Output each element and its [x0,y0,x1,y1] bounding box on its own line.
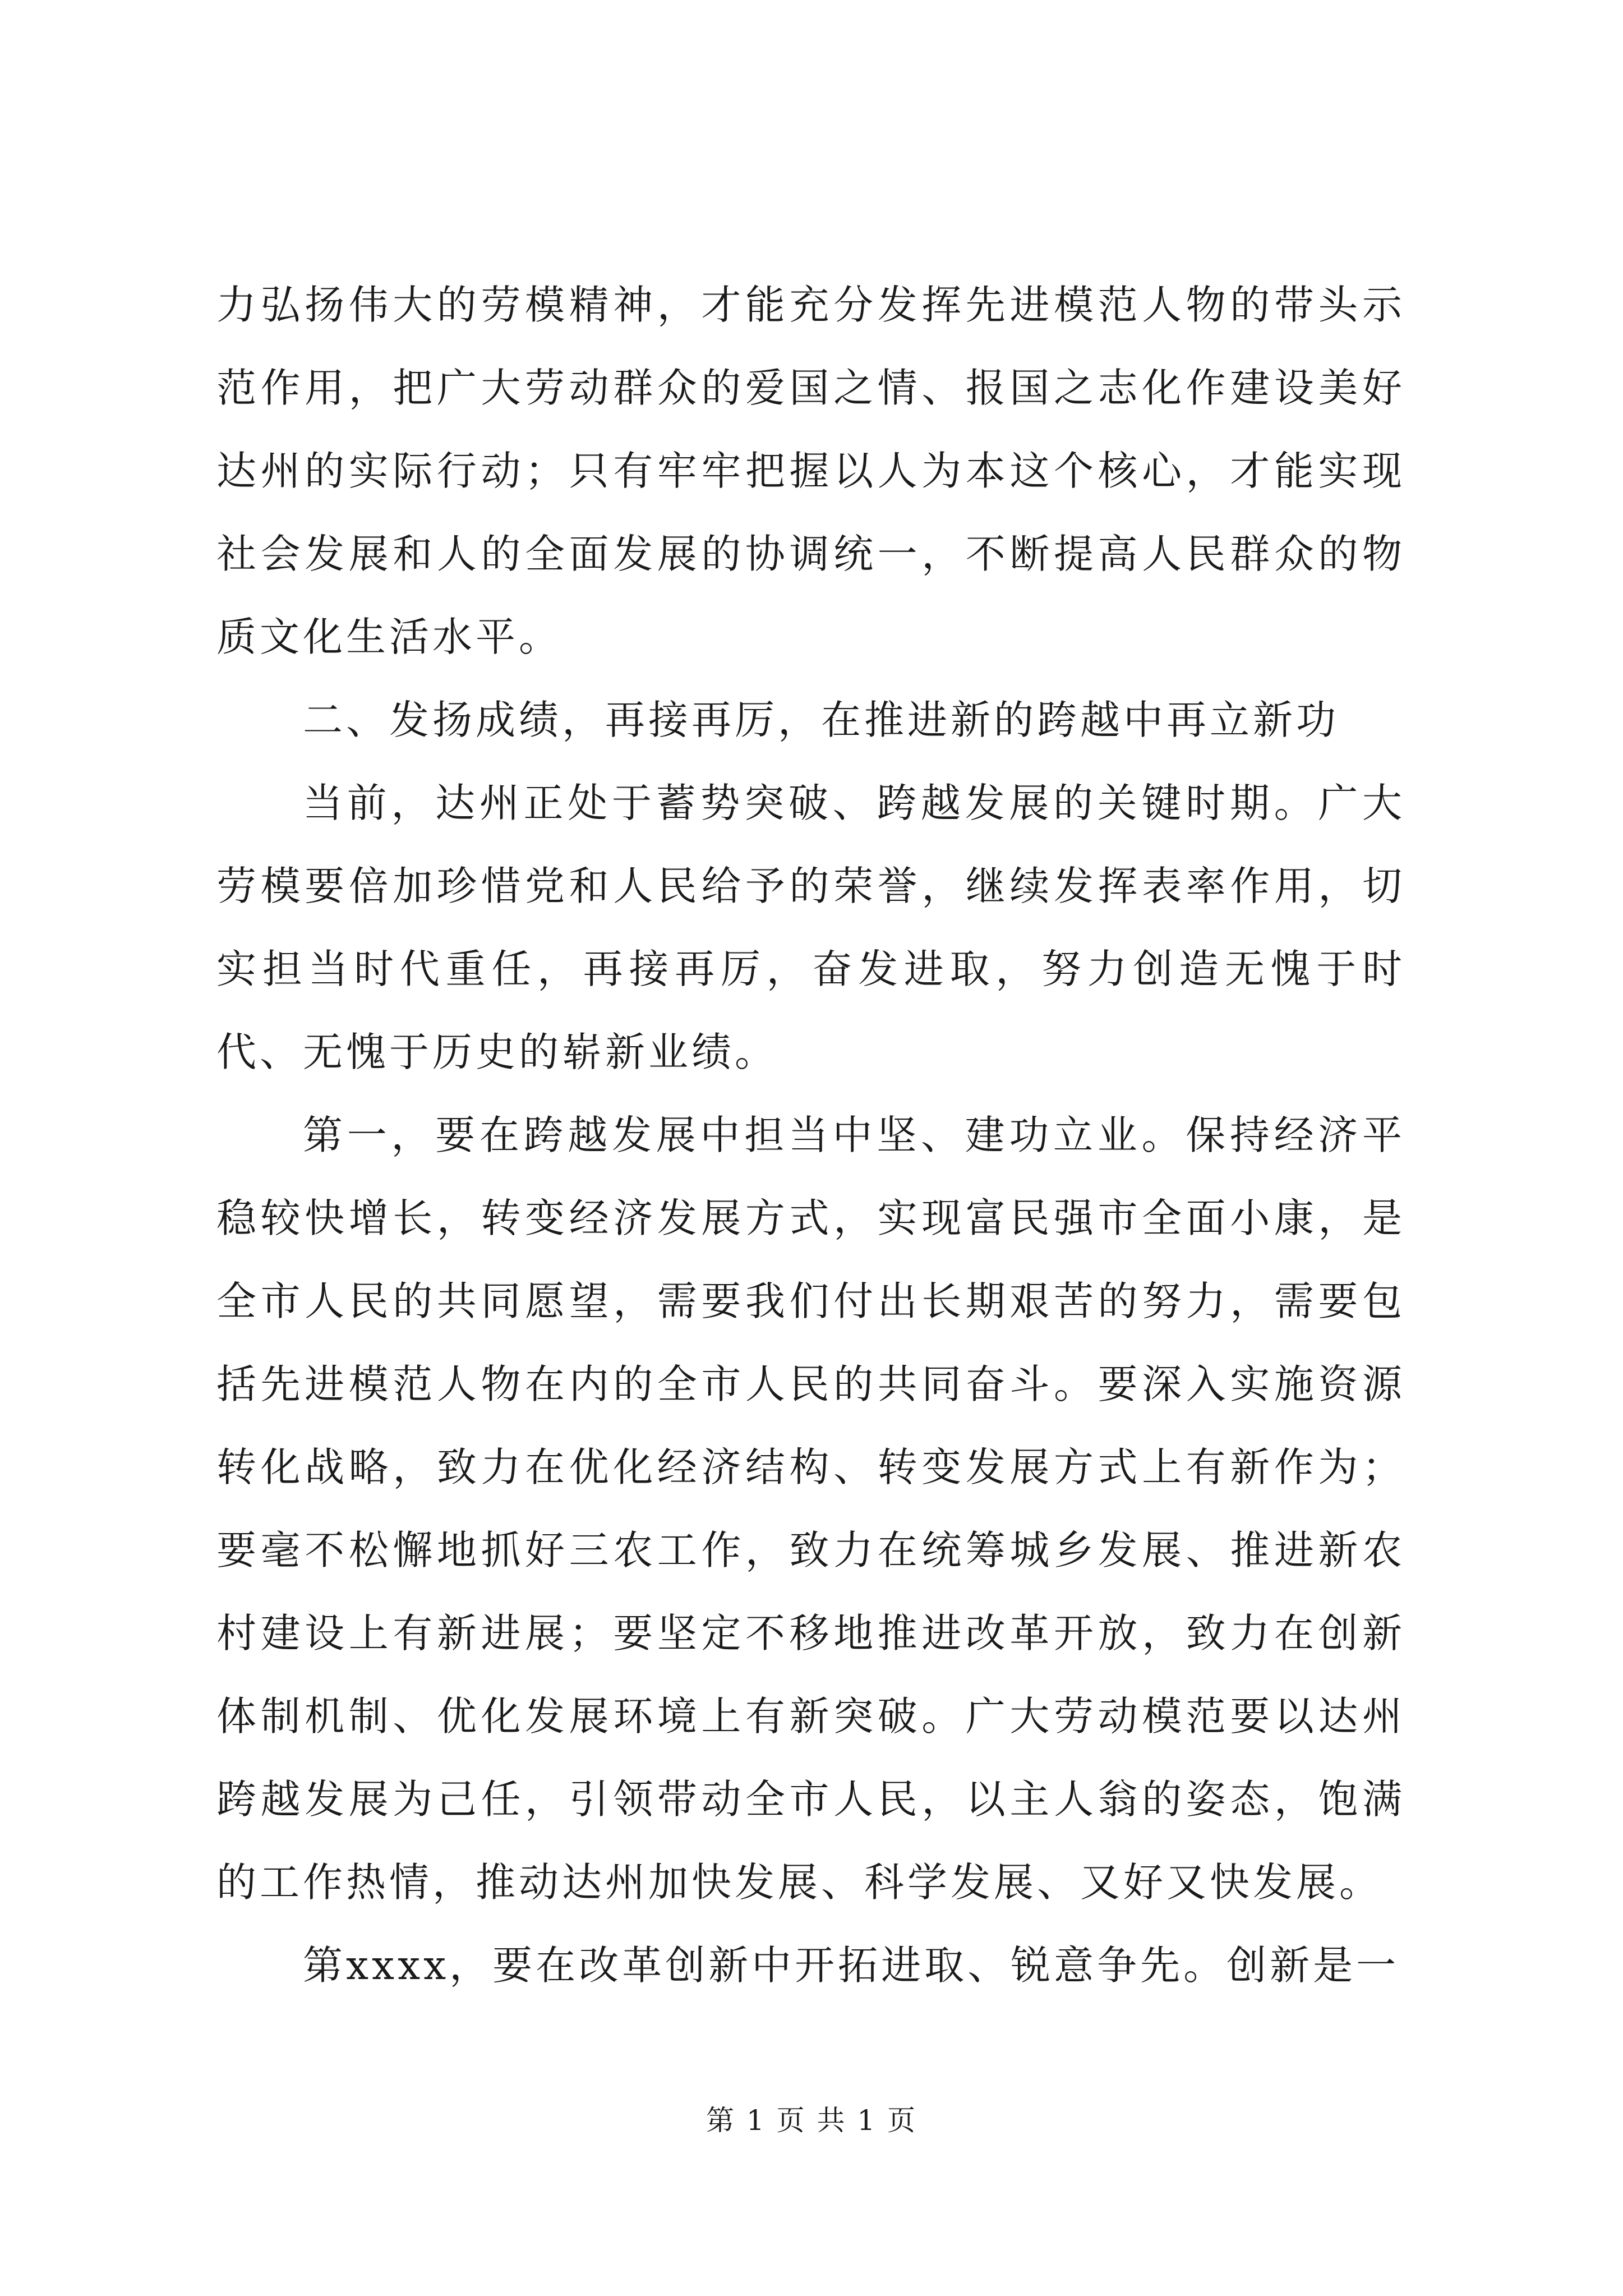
paragraph-continuation: 力弘扬伟大的劳模精神，才能充分发挥先进模范人物的带头示范作用，把广大劳动群众的爱国之情、报国之志化作建设美好达州的实际行动；只有牢牢把握以人为本这个核心，才能实现社会发展和人的全面发展的协调统一，不断提高人民群众的物质文化生活水平。 [216,282,1405,660]
page-footer [0,2098,1623,2138]
document-body [216,264,1405,2007]
section-heading: 二、发扬成绩，再接再厉，在推进新的跨越中再立新功 [303,697,1340,743]
page-number: 第 1 页 共 1 页 [706,2104,917,2137]
paragraph: 第一，要在跨越发展中担当中坚、建功立业。保持经济平稳较快增长，转变经济发展方式，实现富民强市全面小康，是全市人民的共同愿望，需要我们付出长期艰苦的努力，需要包括先进模范人物在内的全市人民的共同奋斗。要深入实施资源转化战略，致力在优化经济结构、转变发展方式上有新作为；要毫不松懈地抓好三农工作，致力在统筹城乡发展、推进新农村建设上有新进展；要坚定不移地推进改革开放，致力在创新体制机制、优化发展环境上有新突破。广大劳动模范要以达州跨越发展为己任，引领带动全市人民，以主人翁的姿态，饱满的工作热情，推动达州加快发展、科学发展、又好又快发展。 [216,1112,1405,1906]
paragraph: 当前，达州正处于蓄势突破、跨越发展的关键时期。广大劳模要倍加珍惜党和人民给予的荣誉，继续发挥表率作用，切实担当时代重任，再接再厉，奋发进取，努力创造无愧于时代、无愧于历史的崭新业绩。 [216,780,1405,1075]
paragraph: 第xxxx，要在改革创新中开拓进取、锐意争先。创新是一 [303,1942,1400,1989]
